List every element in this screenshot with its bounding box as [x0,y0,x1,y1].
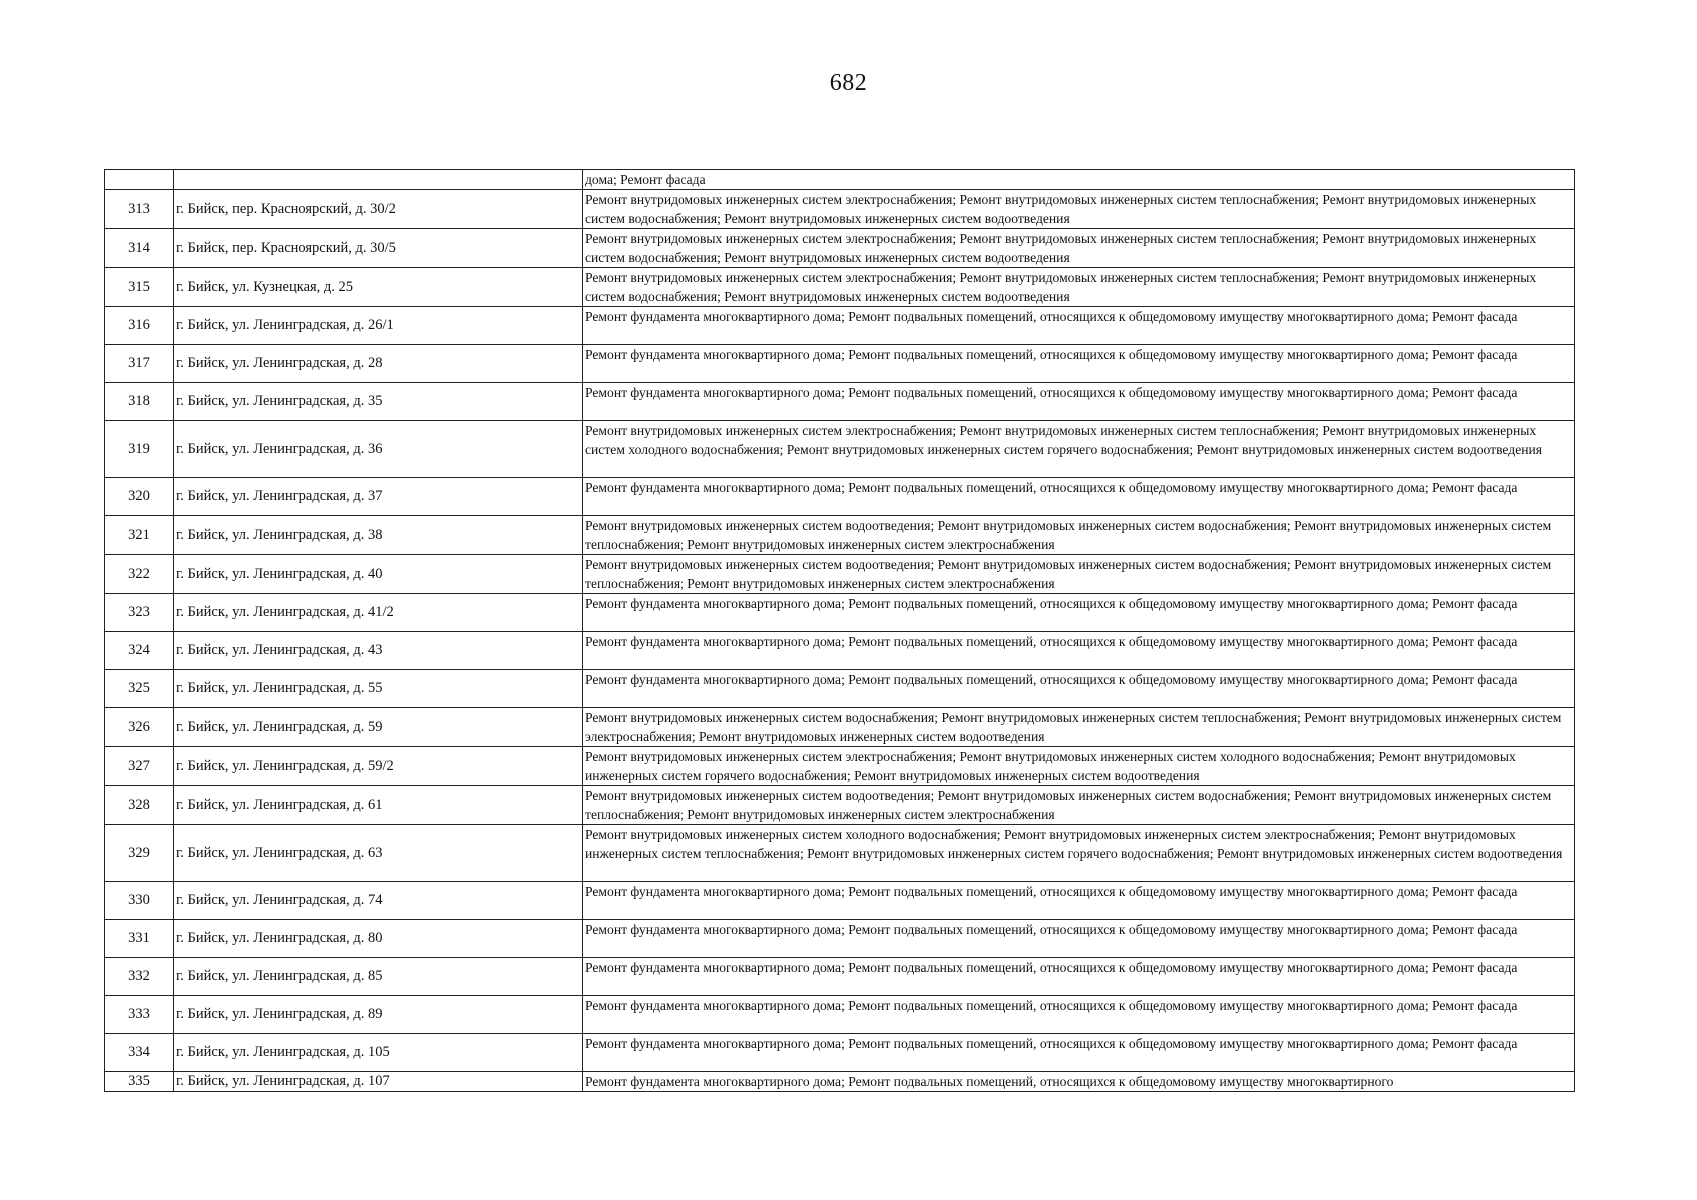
repair-works-cell: Ремонт фундамента многоквартирного дома; Ремонт подвальных помещений, относящихся к общедомовому имуществу многоквартирного дома; Ремонт фасада [583,920,1575,958]
row-number-cell: 315 [105,268,174,307]
row-number-cell: 321 [105,516,174,555]
row-number-cell [105,170,174,190]
table-body [105,170,1575,1092]
repair-works-cell: Ремонт внутридомовых инженерных систем водоснабжения; Ремонт внутридомовых инженерных систем теплоснабжения; Ремонт внутридомовых инженерных систем электроснабжения; Ремонт внутридомовых инженерных систем водоотведения [583,708,1575,747]
row-number-cell: 334 [105,1034,174,1072]
repair-works-cell: Ремонт фундамента многоквартирного дома; Ремонт подвальных помещений, относящихся к общедомовому имуществу многоквартирного дома; Ремонт фасада [583,632,1575,670]
repair-works-cell: Ремонт внутридомовых инженерных систем электроснабжения; Ремонт внутридомовых инженерных систем теплоснабжения; Ремонт внутридомовых инженерных систем холодного водоснабжения; Ремонт внутридомовых инженерных систем горячего водоснабжения; Ремонт внутридомовых инженерных систем водоотведения [583,421,1575,478]
repair-works-cell: Ремонт фундамента многоквартирного дома; Ремонт подвальных помещений, относящихся к общедомовому имуществу многоквартирного дома; Ремонт фасада [583,594,1575,632]
address-cell: г. Бийск, ул. Ленинградская, д. 63 [174,825,583,882]
page-number: 682 [829,70,868,96]
table-row [105,421,1575,478]
table-row [105,594,1575,632]
row-number-cell: 325 [105,670,174,708]
address-cell: г. Бийск, ул. Кузнецкая, д. 25 [174,268,583,307]
repair-works-cell: Ремонт фундамента многоквартирного дома; Ремонт подвальных помещений, относящихся к общедомовому имуществу многоквартирного дома; Ремонт фасада [583,307,1575,345]
repair-works-cell: Ремонт фундамента многоквартирного дома; Ремонт подвальных помещений, относящихся к общедомовому имуществу многоквартирного дома; Ремонт фасада [583,478,1575,516]
repair-works-cell: Ремонт внутридомовых инженерных систем электроснабжения; Ремонт внутридомовых инженерных систем теплоснабжения; Ремонт внутридомовых инженерных систем водоснабжения; Ремонт внутридомовых инженерных систем водоотведения [583,268,1575,307]
address-cell: г. Бийск, ул. Ленинградская, д. 35 [174,383,583,421]
address-cell: г. Бийск, ул. Ленинградская, д. 107 [174,1072,583,1092]
repair-works-cell: Ремонт внутридомовых инженерных систем водоотведения; Ремонт внутридомовых инженерных систем водоснабжения; Ремонт внутридомовых инженерных систем теплоснабжения; Ремонт внутридомовых инженерных систем электроснабжения [583,516,1575,555]
repair-works-cell: Ремонт внутридомовых инженерных систем водоотведения; Ремонт внутридомовых инженерных систем водоснабжения; Ремонт внутридомовых инженерных систем теплоснабжения; Ремонт внутридомовых инженерных систем электроснабжения [583,555,1575,594]
table-row [105,670,1575,708]
row-number-cell: 313 [105,190,174,229]
row-number-cell: 331 [105,920,174,958]
repair-works-cell: Ремонт внутридомовых инженерных систем электроснабжения; Ремонт внутридомовых инженерных систем теплоснабжения; Ремонт внутридомовых инженерных систем водоснабжения; Ремонт внутридомовых инженерных систем водоотведения [583,229,1575,268]
address-cell: г. Бийск, ул. Ленинградская, д. 80 [174,920,583,958]
row-number-cell: 317 [105,345,174,383]
row-number-cell: 327 [105,747,174,786]
table-row [105,383,1575,421]
repair-works-cell: Ремонт фундамента многоквартирного дома; Ремонт подвальных помещений, относящихся к общедомовому имуществу многоквартирного дома; Ремонт фасада [583,1034,1575,1072]
repair-works-cell: дома; Ремонт фасада [583,170,1575,190]
repair-works-cell: Ремонт внутридомовых инженерных систем электроснабжения; Ремонт внутридомовых инженерных систем теплоснабжения; Ремонт внутридомовых инженерных систем водоснабжения; Ремонт внутридомовых инженерных систем водоотведения [583,190,1575,229]
row-number-cell: 316 [105,307,174,345]
table-row [105,229,1575,268]
row-number-cell: 329 [105,825,174,882]
address-cell: г. Бийск, ул. Ленинградская, д. 26/1 [174,307,583,345]
row-number-cell: 323 [105,594,174,632]
row-number-cell: 314 [105,229,174,268]
row-number-cell: 335 [105,1072,174,1092]
table-row [105,632,1575,670]
repair-works-cell: Ремонт фундамента многоквартирного дома; Ремонт подвальных помещений, относящихся к общедомовому имуществу многоквартирного дома; Ремонт фасада [583,345,1575,383]
repair-works-cell: Ремонт фундамента многоквартирного дома; Ремонт подвальных помещений, относящихся к общедомовому имуществу многоквартирного дома; Ремонт фасада [583,958,1575,996]
table-row [105,882,1575,920]
row-number-cell: 333 [105,996,174,1034]
table-row [105,190,1575,229]
row-number-cell: 320 [105,478,174,516]
address-cell: г. Бийск, ул. Ленинградская, д. 28 [174,345,583,383]
table-row [105,1072,1575,1092]
row-number-cell: 332 [105,958,174,996]
table-row [105,996,1575,1034]
table-row [105,516,1575,555]
table-row [105,170,1575,190]
repair-works-cell: Ремонт фундамента многоквартирного дома; Ремонт подвальных помещений, относящихся к общедомовому имуществу многоквартирного дома; Ремонт фасада [583,383,1575,421]
address-cell: г. Бийск, ул. Ленинградская, д. 61 [174,786,583,825]
repair-works-cell: Ремонт внутридомовых инженерных систем электроснабжения; Ремонт внутридомовых инженерных систем холодного водоснабжения; Ремонт внутридомовых инженерных систем горячего водоснабжения; Ремонт внутридомовых инженерных систем водоотведения [583,747,1575,786]
table-row [105,708,1575,747]
row-number-cell: 326 [105,708,174,747]
address-cell: г. Бийск, ул. Ленинградская, д. 105 [174,1034,583,1072]
table-row [105,345,1575,383]
table-row [105,747,1575,786]
table-row [105,958,1575,996]
row-number-cell: 322 [105,555,174,594]
table-row [105,268,1575,307]
address-cell: г. Бийск, ул. Ленинградская, д. 59 [174,708,583,747]
address-cell: г. Бийск, ул. Ленинградская, д. 85 [174,958,583,996]
address-cell: г. Бийск, ул. Ленинградская, д. 38 [174,516,583,555]
row-number-cell: 328 [105,786,174,825]
row-number-cell: 330 [105,882,174,920]
table-row [105,920,1575,958]
address-cell: г. Бийск, ул. Ленинградская, д. 59/2 [174,747,583,786]
row-number-cell: 319 [105,421,174,478]
repair-register-table [104,169,1575,1092]
table-row [105,786,1575,825]
address-cell: г. Бийск, ул. Ленинградская, д. 89 [174,996,583,1034]
address-cell: г. Бийск, пер. Красноярский, д. 30/5 [174,229,583,268]
table-row [105,825,1575,882]
repair-works-cell: Ремонт фундамента многоквартирного дома; Ремонт подвальных помещений, относящихся к общедомовому имуществу многоквартирного дома; Ремонт фасада [583,882,1575,920]
repair-works-cell: Ремонт фундамента многоквартирного дома; Ремонт подвальных помещений, относящихся к общедомовому имуществу многоквартирного дома; Ремонт фасада [583,996,1575,1034]
address-cell: г. Бийск, ул. Ленинградская, д. 37 [174,478,583,516]
table-row [105,478,1575,516]
repair-works-cell: Ремонт внутридомовых инженерных систем холодного водоснабжения; Ремонт внутридомовых инженерных систем электроснабжения; Ремонт внутридомовых инженерных систем теплоснабжения; Ремонт внутридомовых инженерных систем горячего водоснабжения; Ремонт внутридомовых инженерных систем водоотведения [583,825,1575,882]
address-cell [174,170,583,190]
address-cell: г. Бийск, ул. Ленинградская, д. 40 [174,555,583,594]
row-number-cell: 324 [105,632,174,670]
repair-works-cell: Ремонт фундамента многоквартирного дома; Ремонт подвальных помещений, относящихся к общедомовому имуществу многоквартирного [583,1072,1575,1092]
address-cell: г. Бийск, ул. Ленинградская, д. 41/2 [174,594,583,632]
repair-works-cell: Ремонт внутридомовых инженерных систем водоотведения; Ремонт внутридомовых инженерных систем водоснабжения; Ремонт внутридомовых инженерных систем теплоснабжения; Ремонт внутридомовых инженерных систем электроснабжения [583,786,1575,825]
address-cell: г. Бийск, ул. Ленинградская, д. 43 [174,632,583,670]
table-row [105,1034,1575,1072]
row-number-cell: 318 [105,383,174,421]
repair-works-cell: Ремонт фундамента многоквартирного дома; Ремонт подвальных помещений, относящихся к общедомовому имуществу многоквартирного дома; Ремонт фасада [583,670,1575,708]
address-cell: г. Бийск, ул. Ленинградская, д. 55 [174,670,583,708]
address-cell: г. Бийск, ул. Ленинградская, д. 74 [174,882,583,920]
table-row [105,555,1575,594]
table-row [105,307,1575,345]
address-cell: г. Бийск, ул. Ленинградская, д. 36 [174,421,583,478]
address-cell: г. Бийск, пер. Красноярский, д. 30/2 [174,190,583,229]
